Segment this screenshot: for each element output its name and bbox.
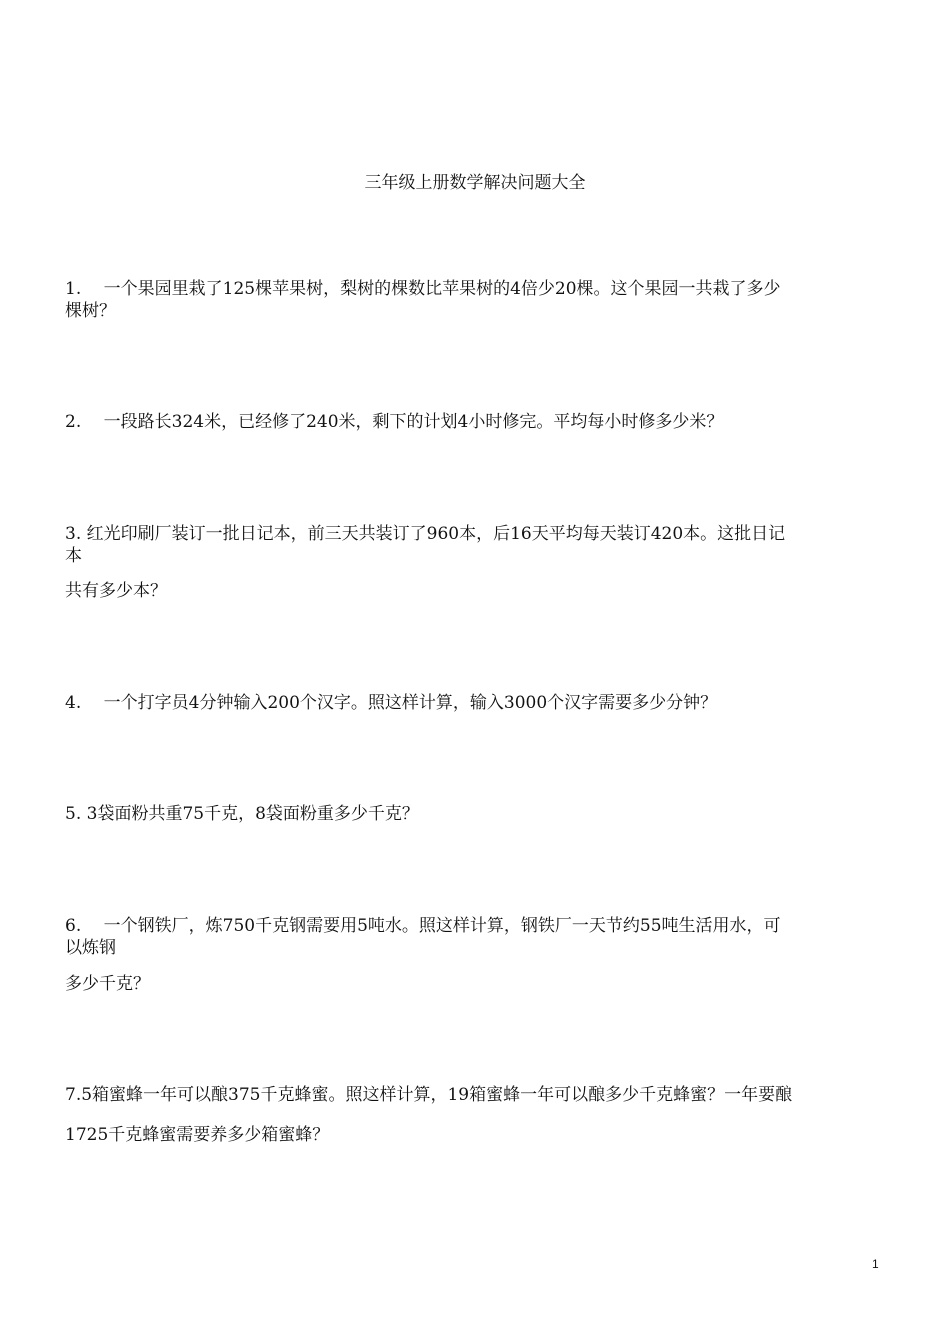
problem-5-line-1: 5. 3袋面粉共重75千克，8袋面粉重多少千克？ xyxy=(65,804,419,824)
problem-4-line-1: 4. 一个打字员4分钟输入200个汉字。照这样计算，输入3000个汉字需要多少分钟？ xyxy=(65,693,718,713)
page-number: 1 xyxy=(872,1257,879,1271)
problem-6-line-3: 多少千克？ xyxy=(65,974,150,994)
problem-7-line-1: 7.5箱蜜蜂一年可以酿375千克蜂蜜。照这样计算，19箱蜜蜂一年可以酿多少千克蜂蜜？一年要酿 xyxy=(65,1085,793,1105)
problem-3-line-3: 共有多少本？ xyxy=(65,581,167,601)
problem-7-line-2: 1725千克蜂蜜需要养多少箱蜜蜂？ xyxy=(65,1125,330,1145)
problem-2-line-1: 2. 一段路长324米，已经修了240米，剩下的计划4小时修完。平均每小时修多少米？ xyxy=(65,412,724,432)
problem-1-line-1: 1. 一个果园里栽了125棵苹果树，梨树的棵数比苹果树的4倍少20棵。这个果园一共栽了多少 xyxy=(65,279,781,299)
problem-1-line-2: 棵树？ xyxy=(65,301,116,321)
problem-3-line-1: 3. 红光印刷厂装订一批日记本，前三天共装订了960本，后16天平均每天装订420本。这批日记 xyxy=(65,524,786,544)
problem-6-line-1: 6. 一个钢铁厂，炼750千克钢需要用5吨水。照这样计算，钢铁厂一天节约55吨生活用水，可 xyxy=(65,916,781,936)
problem-6-line-2: 以炼钢 xyxy=(65,938,116,958)
page-title: 三年级上册数学解决问题大全 xyxy=(364,173,586,193)
problem-3-line-2: 本 xyxy=(65,546,82,566)
